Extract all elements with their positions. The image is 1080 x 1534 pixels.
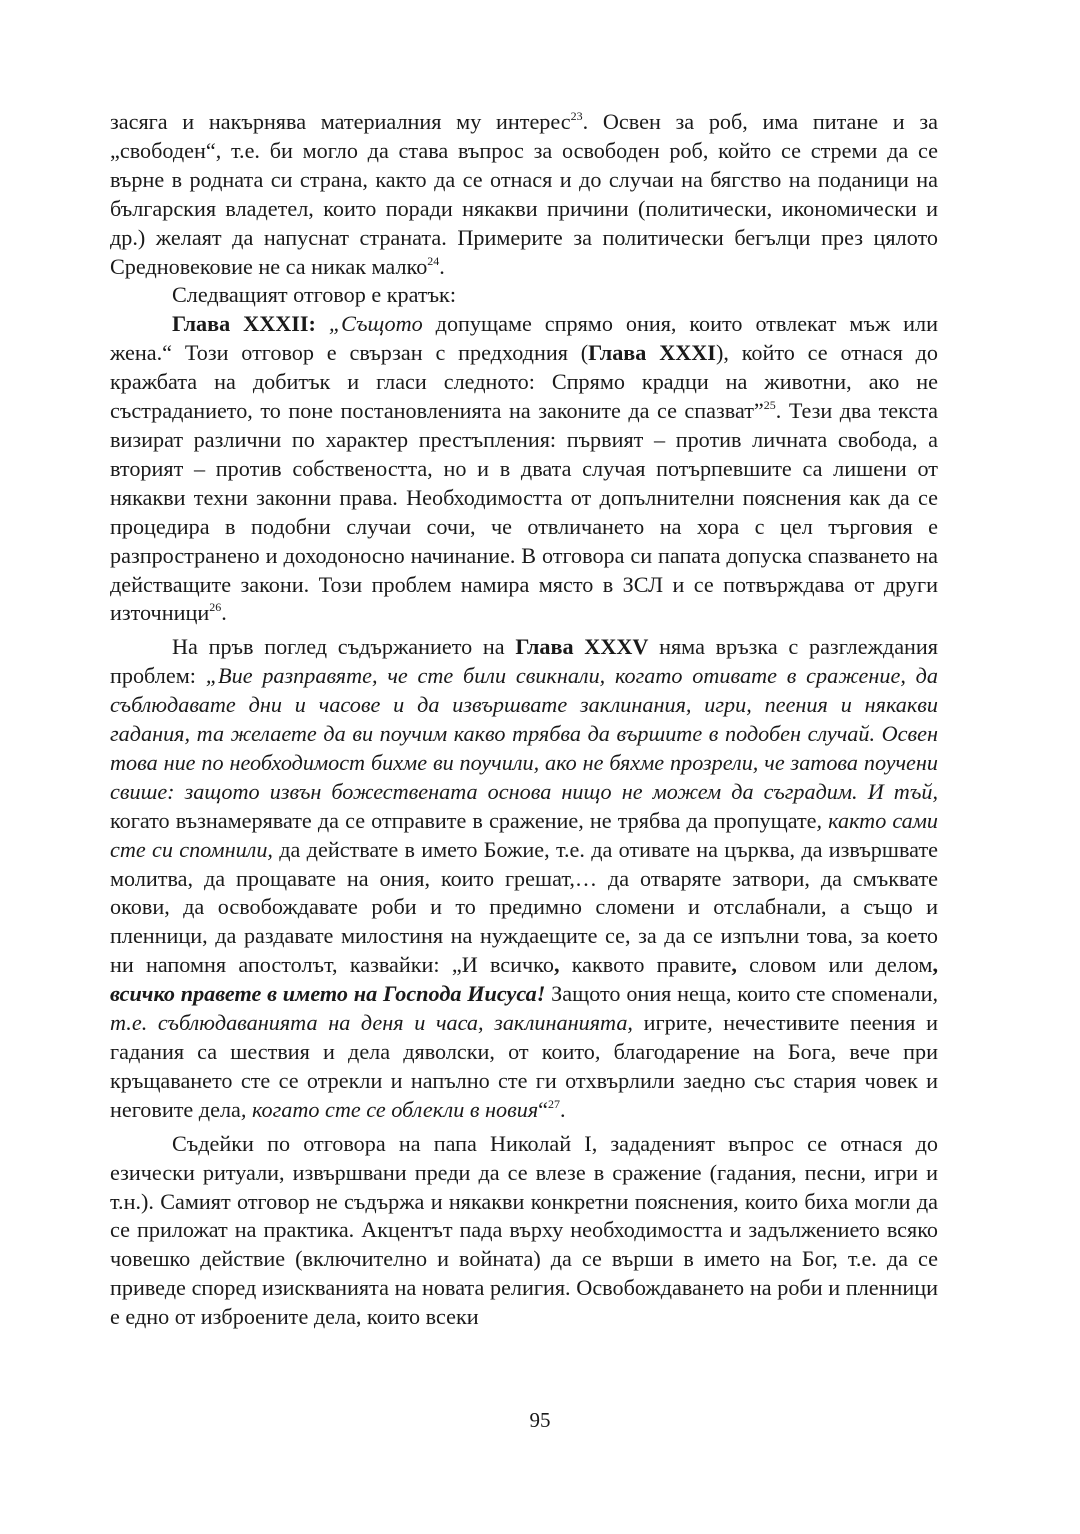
text-run: нечестивите пеения и гадания са шествия и дела дяволски, от които (110, 1010, 938, 1064)
text-run: Защото ония неща, които сте споменали (545, 981, 933, 1007)
text-run: Следващият отговор е кратък: (172, 282, 457, 308)
bold-italic-run: всичко правете в името на Господа Иисуса! (110, 981, 546, 1007)
italic-run: , (707, 1010, 713, 1036)
para-continuation (110, 108, 938, 281)
footnote-ref: 26 (209, 600, 222, 615)
text-run: На пръв поглед съдържанието на (172, 634, 516, 660)
text-run: . (221, 600, 227, 626)
italic-run: , както сами сте си спомнили, (110, 807, 938, 862)
text-run: благодарение на Бога, вече при кръщаването сте се отрекли и напълно сте ги отхвърлили заедно със стария човек и неговите дела (110, 1039, 939, 1122)
text-run: . (560, 1096, 566, 1122)
text-run: да действате в името Божие, т.е. да отивате на църква, да извършвате молитва, да прощавате на ония, които грешат,… да отваряте затвори, да смъквате окови, да освобождавате роби и то предимно сломени и отслабнали, а също и пленници, да раздавате милостиня на нуждаещите се, за да се изпълни това, за което ни напомня апостолът, казвайки: „И всичко (110, 836, 938, 978)
text-run: допущаме спрямо ония, които отвлекат мъж или жена.“ Този отговор е свързан с предходния ( (110, 311, 938, 366)
text-run (316, 311, 329, 336)
italic-run: , когато сте се облекли в новия (240, 1096, 539, 1122)
body-text (110, 108, 938, 1332)
para-chapter-35 (110, 633, 938, 1124)
para-short-answer (110, 281, 938, 310)
text-run: . Освен за роб, има питане и за „свободен“, т.е. би могло да става въпрос за освободен роб, който се стреми да се върне в родната си страна, както да се отнася и до случаи на бягство на поданици на българския владетел, които поради някакви причини (политически, икономически и др.) желаят да напуснат страната. Примерите за политически бегълци през цялото Средновековие не са никак малко (110, 109, 938, 279)
para-chapter-32 (110, 310, 938, 628)
bold-run: , (553, 952, 560, 978)
text-run: “ (538, 1096, 549, 1122)
bold-run: Глава XXXI (588, 340, 716, 366)
text-run: засяга и накърнява материалния му интерес (110, 109, 571, 134)
footnote-ref: 23 (570, 109, 583, 123)
italic-run: , (594, 1039, 601, 1064)
bold-run: , (731, 952, 737, 978)
text-run: Съдейки по отговора на папа Николай I, зададеният въпрос се отнася до езически ритуали, извършвани преди да се влезе в сражение (гадания, песни, игри и т.н.). Самият отговор не съдържа и някакви конкретни пояснения, които биха могли да се приложат на практика. Акцентът пада върху необходимостта и задължението всяко човешко действие (включително и войната) да се върши в името на Бог, т.е. да се приведе според изискванията на новата религия. Освобождаването на роби и пленници е едно от изброените дела, които всеки (110, 1130, 938, 1330)
bold-run: Глава XXXV (515, 634, 649, 660)
text-run: когато възнамерявате да се отправите в сражение, не трябва да пропущате (110, 807, 817, 833)
text-run: . Тези два текста визират различни по характер престъпления: първият – против личната свобода, а вторият – против собствеността, но и в двата случая потърпевшите са лишени от някакви техни законни права. Необходимостта от допълнителни пояснения как да се процедира в подобни случаи сочи, че отвличането на хора с цел търговия е разпространено и доходоносно начинание. В отговора си папата допуска спазването на действащите закони. Този проблем намира място в ЗСЛ и се потвърждава от други източници (110, 398, 939, 626)
footnote-ref: 25 (763, 398, 776, 413)
italic-run: „Същото (328, 311, 423, 337)
text-run: словом или делом (736, 952, 933, 978)
text-run: . (439, 253, 445, 279)
text-run: ), който се отнася до кражбата на добитък и гласи следното: Спрямо крадци на животни, ако не състраданието, то поне постановленията на законите да се спазват” (110, 340, 939, 424)
italic-run: , т.е. съблюдаванията на деня и часа, заклинанията, (110, 981, 938, 1036)
text-run: каквото правите (559, 952, 732, 978)
text-run: игрите (632, 1010, 708, 1036)
text-run: няма връзка с разглеждания проблем: (110, 634, 939, 689)
italic-run: „Вие разправяте, че сте били свикнали, когато отивате в сражение, да съблюдавате дни и часове и да извършвате заклинания, игри, пеения и някакви гадания, та желаете да ви поучим какво трябва да вършите в подобен случай. Освен това ние по необходимост бихме ви поучили, ако не бяхме прозрели, че затова поучени свише: защото извън божествената основа нищо не можем да съградим. И тъй, (110, 663, 938, 804)
bold-run: Глава XXXII: (172, 311, 316, 337)
footnote-ref: 27 (548, 1096, 561, 1111)
bold-run: , (932, 952, 939, 978)
para-analysis (110, 1130, 938, 1332)
footnote-ref: 24 (427, 253, 440, 268)
page-number: 95 (529, 1408, 551, 1432)
